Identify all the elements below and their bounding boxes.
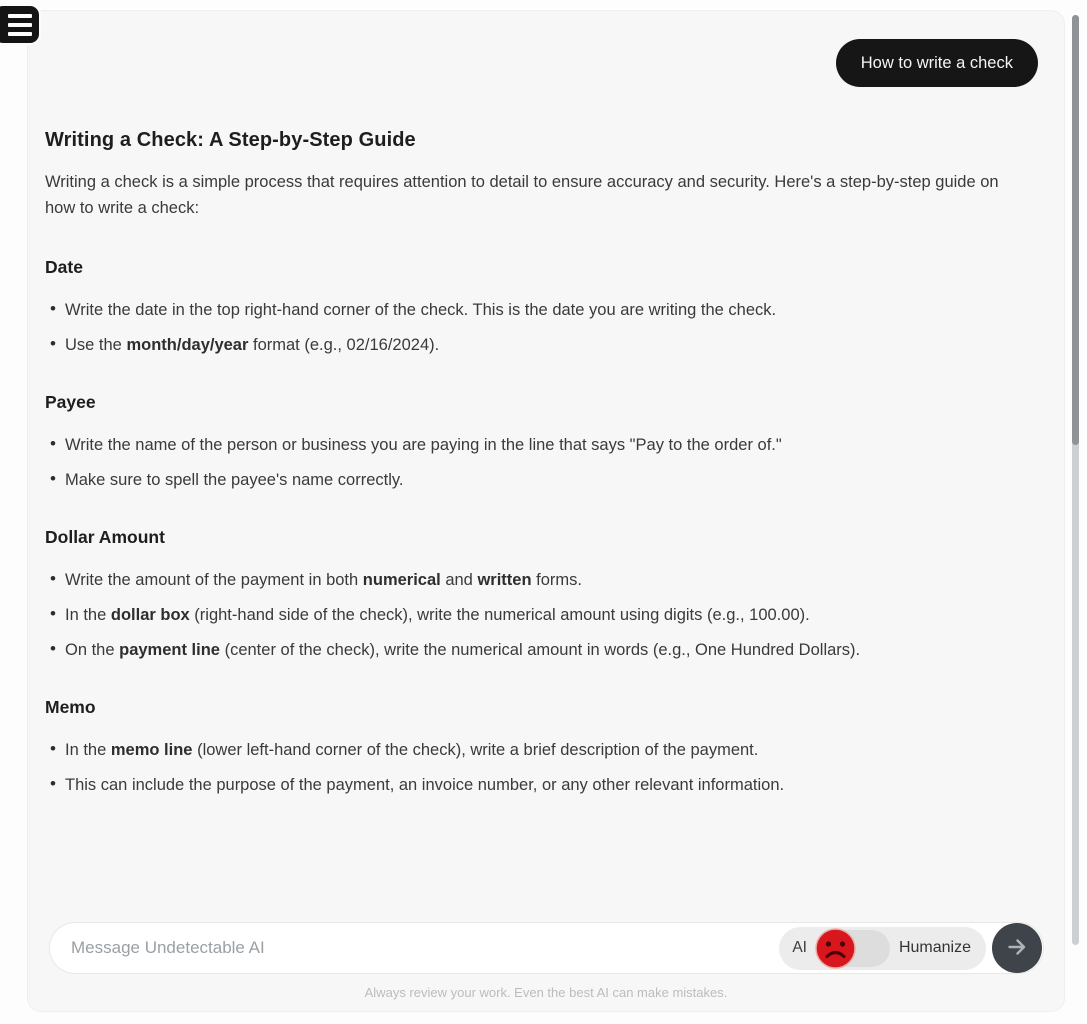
- user-message-row: [45, 11, 1038, 87]
- bullet-list: [45, 739, 1038, 796]
- bullet-item: • On the payment line (center of the check), write the numerical amount in words (e.g., One Hundred Dollars).: [65, 639, 1038, 661]
- bullet-list: [45, 434, 1038, 491]
- message-input[interactable]: [50, 938, 779, 958]
- toggle-track[interactable]: [816, 930, 890, 967]
- assistant-message: [45, 129, 1038, 796]
- user-message-bubble[interactable]: How to write a check: [836, 39, 1038, 87]
- sections: [45, 257, 1038, 796]
- send-button[interactable]: [992, 923, 1042, 973]
- section-heading: Date: [45, 257, 83, 277]
- humanize-toggle-label: Humanize: [898, 939, 971, 956]
- bullet-item: • Write the date in the top right-hand corner of the check. This is the date you are writing the check.: [65, 299, 1038, 321]
- bullet-item: • Use the month/day/year format (e.g., 02/16/2024).: [65, 334, 1038, 356]
- bullet-list: [45, 569, 1038, 661]
- ai-humanize-toggle[interactable]: [779, 927, 986, 970]
- ai-disclaimer: Always review your work. Even the best AI can make mistakes.: [364, 985, 728, 1000]
- bullet-item: • Make sure to spell the payee's name correctly.: [65, 469, 1038, 491]
- hamburger-icon: [8, 14, 32, 18]
- arrow-right-icon: [1005, 935, 1029, 962]
- ai-toggle-label: AI: [792, 939, 807, 956]
- bullet-item: • Write the name of the person or business you are paying in the line that says "Pay to the order of.": [65, 434, 1038, 456]
- section-heading: Dollar Amount: [45, 527, 165, 547]
- scrollbar-track[interactable]: [1072, 15, 1079, 945]
- section-heading: Payee: [45, 392, 96, 412]
- bullet-item: • In the dollar box (right-hand side of the check), write the numerical amount using digits (e.g., 100.00).: [65, 604, 1038, 626]
- section-heading: Memo: [45, 697, 96, 717]
- message-composer: [49, 922, 1044, 974]
- menu-button[interactable]: [0, 4, 41, 45]
- article-intro: Writing a check is a simple process that requires attention to detail to ensure accuracy and security. Here's a step-by-step guide on how to write a check:: [45, 173, 999, 217]
- chat-panel: [27, 10, 1065, 1012]
- article-title: Writing a Check: A Step-by-Step Guide: [45, 129, 416, 151]
- sad-face-icon: [815, 928, 856, 969]
- bullet-item: • Write the amount of the payment in both numerical and written forms.: [65, 569, 1038, 591]
- bullet-item: • This can include the purpose of the payment, an invoice number, or any other relevant information.: [65, 774, 1038, 796]
- bullet-item: • In the memo line (lower left-hand corner of the check), write a brief description of the payment.: [65, 739, 1038, 761]
- scrollbar-thumb[interactable]: [1072, 15, 1079, 445]
- bullet-list: [45, 299, 1038, 356]
